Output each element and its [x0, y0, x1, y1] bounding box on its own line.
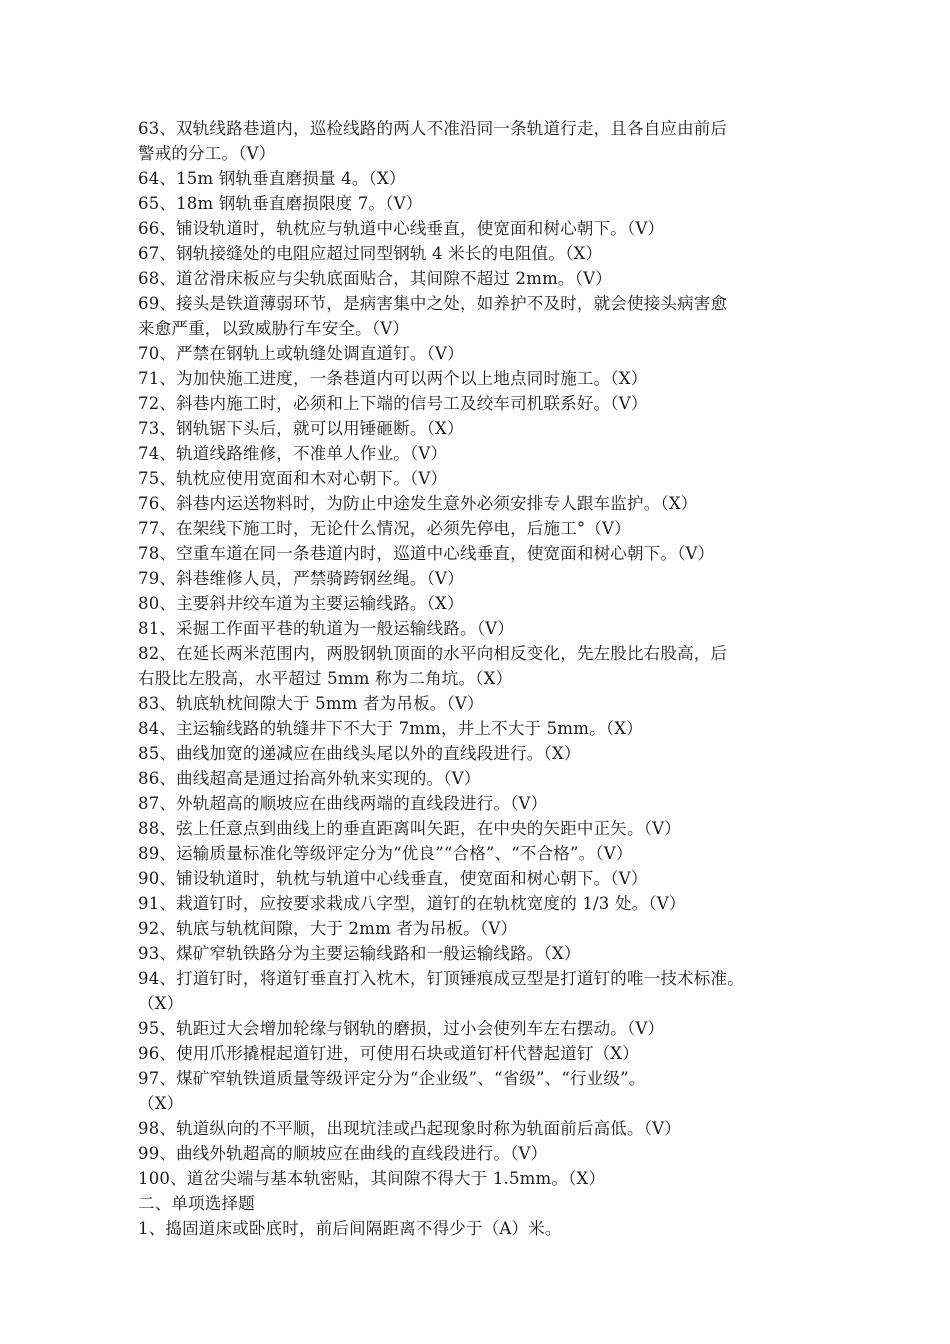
text-line: 64、15m 钢轨垂直磨损量 4。（X） [138, 169, 406, 188]
text-line: 警戒的分工。（V） [138, 144, 276, 163]
text-line: 68、道岔滑床板应与尖轨底面贴合，其间隙不超过 2mm。（V） [138, 269, 612, 288]
text-line: 92、轨底与轨枕间隙，大于 2mm 者为吊板。（V） [138, 919, 518, 938]
text-line: 63、双轨线路巷道内，巡检线路的两人不准沿同一条轨道行走，且各自应由前后 [138, 119, 728, 138]
section-heading: 二、单项选择题 [138, 1194, 255, 1213]
text-line: 82、在延长两米范围内，两股钢轨顶面的水平向相反变化，先左股比右股高，后 [138, 644, 728, 663]
text-line: 72、斜巷内施工时，必须和上下端的信号工及绞车司机联系好。（V） [138, 394, 648, 413]
text-line: （X） [138, 994, 184, 1013]
text-line: 右股比左股高，水平超过 5mm 称为二角坑。（X） [138, 669, 513, 688]
text-line: 97、煤矿窄轨铁道质量等级评定分为“企业级”、“省级”、“行业级”。 [138, 1069, 646, 1088]
text-line: 76、斜巷内运送物料时，为防止中途发生意外必须安排专人跟车监护。（X） [138, 494, 698, 513]
text-line: （X） [138, 1094, 184, 1113]
text-line: 94、打道钉时，将道钉垂直打入枕木，钉顶锤痕成豆型是打道钉的唯一技术标准。 [138, 969, 744, 988]
text-line: 99、曲线外轨超高的顺坡应在曲线的直线段进行。（V） [138, 1144, 548, 1163]
text-line: 90、铺设轨道时，轨枕与轨道中心线垂直，使宽面和树心朝下。（V） [138, 869, 648, 888]
text-line: 65、18m 钢轨垂直磨损限度 7。（V） [138, 194, 423, 213]
text-line: 1、捣固道床或卧底时，前后间隔距离不得少于（A）米。 [138, 1219, 562, 1238]
text-line: 70、严禁在钢轨上或轨缝处调直道钉。（V） [138, 344, 464, 363]
text-line: 86、曲线超高是通过抬高外轨来实现的。（V） [138, 769, 481, 788]
text-line: 96、使用爪形撬棍起道钉进，可使用石块或道钉杆代替起道钉（X） [138, 1044, 639, 1063]
text-line: 75、轨枕应使用宽面和木对心朝下。（V） [138, 469, 448, 488]
text-line: 100、道岔尖端与基本轨密贴，其间隙不得大于 1.5mm。（X） [138, 1169, 606, 1188]
text-line: 93、煤矿窄轨铁路分为主要运输线路和一般运输线路。（X） [138, 944, 581, 963]
text-line: 74、轨道线路维修，不准单人作业。（V） [138, 444, 448, 463]
text-line: 69、接头是铁道薄弱环节，是病害集中之处，如养护不及时，就会使接头病害愈 [138, 294, 728, 313]
text-line: 67、钢轨接缝处的电阻应超过同型钢轨 4 米长的电阻值。（X） [138, 244, 603, 263]
text-line: 84、主运输线路的轨缝井下不大于 7mm，井上不大于 5mm。（X） [138, 719, 643, 738]
text-line: 71、为加快施工进度，一条巷道内可以两个以上地点同时施工。（X） [138, 369, 648, 388]
text-line: 85、曲线加宽的递减应在曲线头尾以外的直线段进行。（X） [138, 744, 581, 763]
text-line: 98、轨道纵向的不平顺，出现坑洼或凸起现象时称为轨面前后高低。（V） [138, 1119, 681, 1138]
text-line: 81、采掘工作面平巷的轨道为一般运输线路。（V） [138, 619, 514, 638]
text-line: 来愈严重，以致威胁行车安全。（V） [138, 319, 410, 338]
text-line: 79、斜巷维修人员，严禁骑跨钢丝绳。（V） [138, 569, 464, 588]
text-line: 91、栽道钉时，应按要求栽成八字型，道钉的在轨枕宽度的 1/3 处。（V） [138, 894, 686, 913]
text-line: 73、钢轨锯下头后，就可以用锤砸断。（X） [138, 419, 464, 438]
text-line: 78、空重车道在同一条巷道内时，巡道中心线垂直，使宽面和树心朝下。（V） [138, 544, 715, 563]
text-line: 88、弦上任意点到曲线上的垂直距离叫矢距，在中央的矢距中正矢。（V） [138, 819, 681, 838]
text-line: 89、运输质量标准化等级评定分为“优良”“合格”、“不合格”。（V） [138, 844, 633, 863]
text-line: 95、轨距过大会增加轮缘与钢轨的磨损，过小会使列车左右摆动。（V） [138, 1019, 665, 1038]
text-line: 80、主要斜井绞车道为主要运输线路。（X） [138, 594, 464, 613]
text-line: 66、铺设轨道时，轨枕应与轨道中心线垂直，使宽面和树心朝下。（V） [138, 219, 665, 238]
document-body [138, 116, 828, 1241]
text-line: 83、轨底轨枕间隙大于 5mm 者为吊板。（V） [138, 694, 484, 713]
text-line: 87、外轨超高的顺坡应在曲线两端的直线段进行。（V） [138, 794, 548, 813]
text-line: 77、在架线下施工时，无论什么情况，必须先停电，后施工°（V） [138, 519, 631, 538]
